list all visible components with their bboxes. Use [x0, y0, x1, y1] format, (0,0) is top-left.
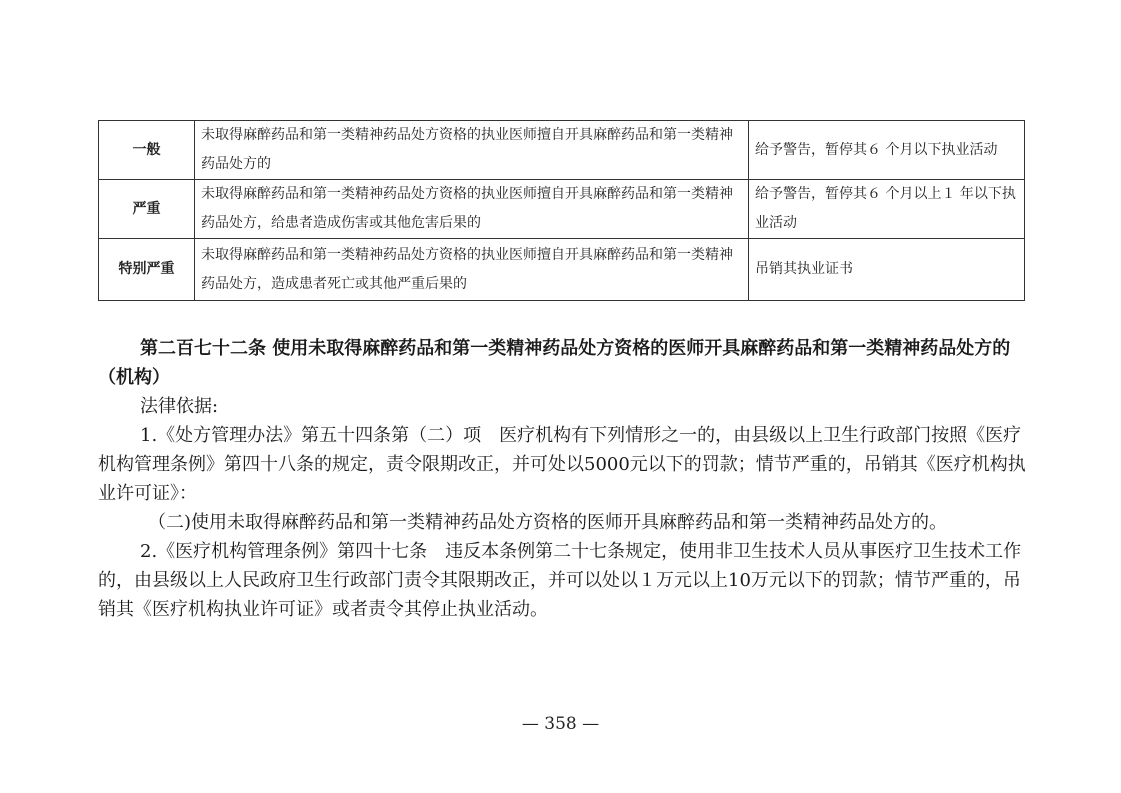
- penalty-measure: 给予警告，暂停其６ 个月以下执业活动: [749, 121, 1025, 180]
- penalty-measure: 吊销其执业证书: [749, 239, 1025, 301]
- article-title: 第二百七十二条 使用未取得麻醉药品和第一类精神药品处方资格的医师开具麻醉药品和第一类精神药品处方的（机构）: [98, 338, 1011, 388]
- severity-level: 一般: [99, 121, 195, 180]
- legal-basis-paragraph: 2.《医疗机构管理条例》第四十七条 违反本条例第二十七条规定，使用非卫生技术人员从事医疗卫生技术工作的，由县级以上人民政府卫生行政部门责令其限期改正，并可以处以１万元以上10万元以下的罚款；情节严重的，吊销其《医疗机构执业许可证》或者责令其停止执业活动。: [98, 541, 1022, 620]
- violation-circumstance: 未取得麻醉药品和第一类精神药品处方资格的执业医师擅自开具麻醉药品和第一类精神药品处方，给患者造成伤害或其他危害后果的: [195, 180, 749, 239]
- severity-level: 严重: [99, 180, 195, 239]
- table-row: [99, 121, 1025, 180]
- penalty-measure: 给予警告，暂停其６ 个月以上１ 年以下执业活动: [749, 180, 1025, 239]
- violation-circumstance: 未取得麻醉药品和第一类精神药品处方资格的执业医师擅自开具麻醉药品和第一类精神药品处方，造成患者死亡或其他严重后果的: [195, 239, 749, 301]
- legal-basis-label: 法律依据:: [140, 396, 219, 417]
- violation-circumstance: 未取得麻醉药品和第一类精神药品处方资格的执业医师擅自开具麻醉药品和第一类精神药品处方的: [195, 121, 749, 180]
- page-number: — 358 —: [521, 714, 600, 734]
- table-row: [99, 180, 1025, 239]
- article-body: [98, 334, 1028, 624]
- legal-basis-paragraph: 1.《处方管理办法》第五十四条第（二）项 医疗机构有下列情形之一的，由县级以上卫生行政部门按照《医疗机构管理条例》第四十八条的规定，责令限期改正，并可处以5000元以下的罚款；情节严重的，吊销其《医疗机构执业许可证》：: [98, 425, 1026, 504]
- severity-level: 特别严重: [99, 239, 195, 301]
- legal-basis-paragraph: （二)使用未取得麻醉药品和第一类精神药品处方资格的医师开具麻醉药品和第一类精神药品处方的。: [148, 512, 948, 533]
- penalty-table: [98, 120, 1025, 301]
- table-row: [99, 239, 1025, 301]
